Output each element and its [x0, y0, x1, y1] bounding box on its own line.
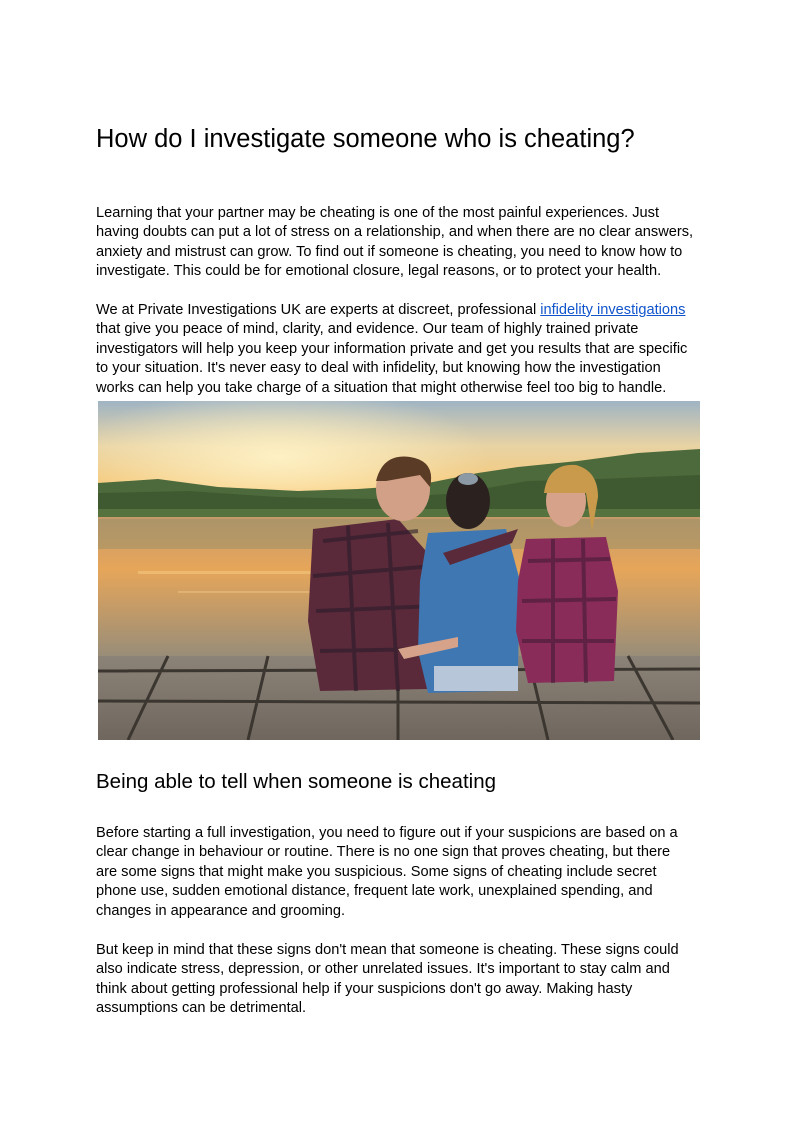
- text-line: clear change in behaviour or routine. There is no one sign that proves cheating, but there: [96, 844, 671, 861]
- intro-paragraph: [96, 204, 708, 282]
- text-line: that give you peace of mind, clarity, and evidence. Our team of highly trained private: [96, 321, 639, 338]
- text-line: also indicate stress, depression, or other unrelated issues. It's important to stay calm and: [96, 961, 670, 978]
- text-line: investigators will help you keep your information private and get you results that are specific: [96, 340, 688, 357]
- text-line: to your situation. It's never easy to deal with infidelity, but knowing how the investigation: [96, 360, 661, 377]
- text-line: assumptions can be detrimental.: [96, 1000, 307, 1017]
- text-line: investigate. This could be for emotional closure, legal reasons, or to protect your health.: [96, 263, 662, 280]
- about-paragraph: [96, 301, 708, 398]
- text-line: But keep in mind that these signs don't mean that someone is cheating. These signs could: [96, 942, 679, 958]
- couple-on-dock-photo: [98, 401, 700, 740]
- text-line: anxiety and mistrust can grow. To find out if someone is cheating, you need to know how to: [96, 243, 683, 260]
- text-segment: We at Private Investigations UK are experts at discreet, professional: [96, 302, 541, 318]
- text-line: works can help you take charge of a situation that might otherwise feel too big to handle.: [96, 379, 667, 396]
- section-heading: Being able to tell when someone is cheating: [96, 770, 497, 793]
- text-line: phone use, sudden emotional distance, frequent late work, unexplained spending, and: [96, 883, 653, 900]
- text-line: having doubts can put a lot of stress on a relationship, and when there are no clear answers,: [96, 224, 694, 241]
- text-line: Learning that your partner may be cheating is one of the most painful experiences. Just: [96, 205, 659, 221]
- infidelity-investigations-link[interactable]: infidelity investigations: [540, 302, 686, 318]
- page-title: How do I investigate someone who is cheating?: [96, 125, 635, 153]
- text-line: Before starting a full investigation, you need to figure out if your suspicions are based on a: [96, 825, 678, 841]
- text-line: changes in appearance and grooming.: [96, 902, 346, 919]
- caution-paragraph: [96, 941, 708, 1019]
- signs-paragraph: [96, 824, 708, 921]
- text-line: are some signs that might make you suspicious. Some signs of cheating include secret: [96, 863, 657, 880]
- text-line: [96, 301, 708, 320]
- text-line: think about getting professional help if your suspicions don't go away. Making hasty: [96, 980, 633, 997]
